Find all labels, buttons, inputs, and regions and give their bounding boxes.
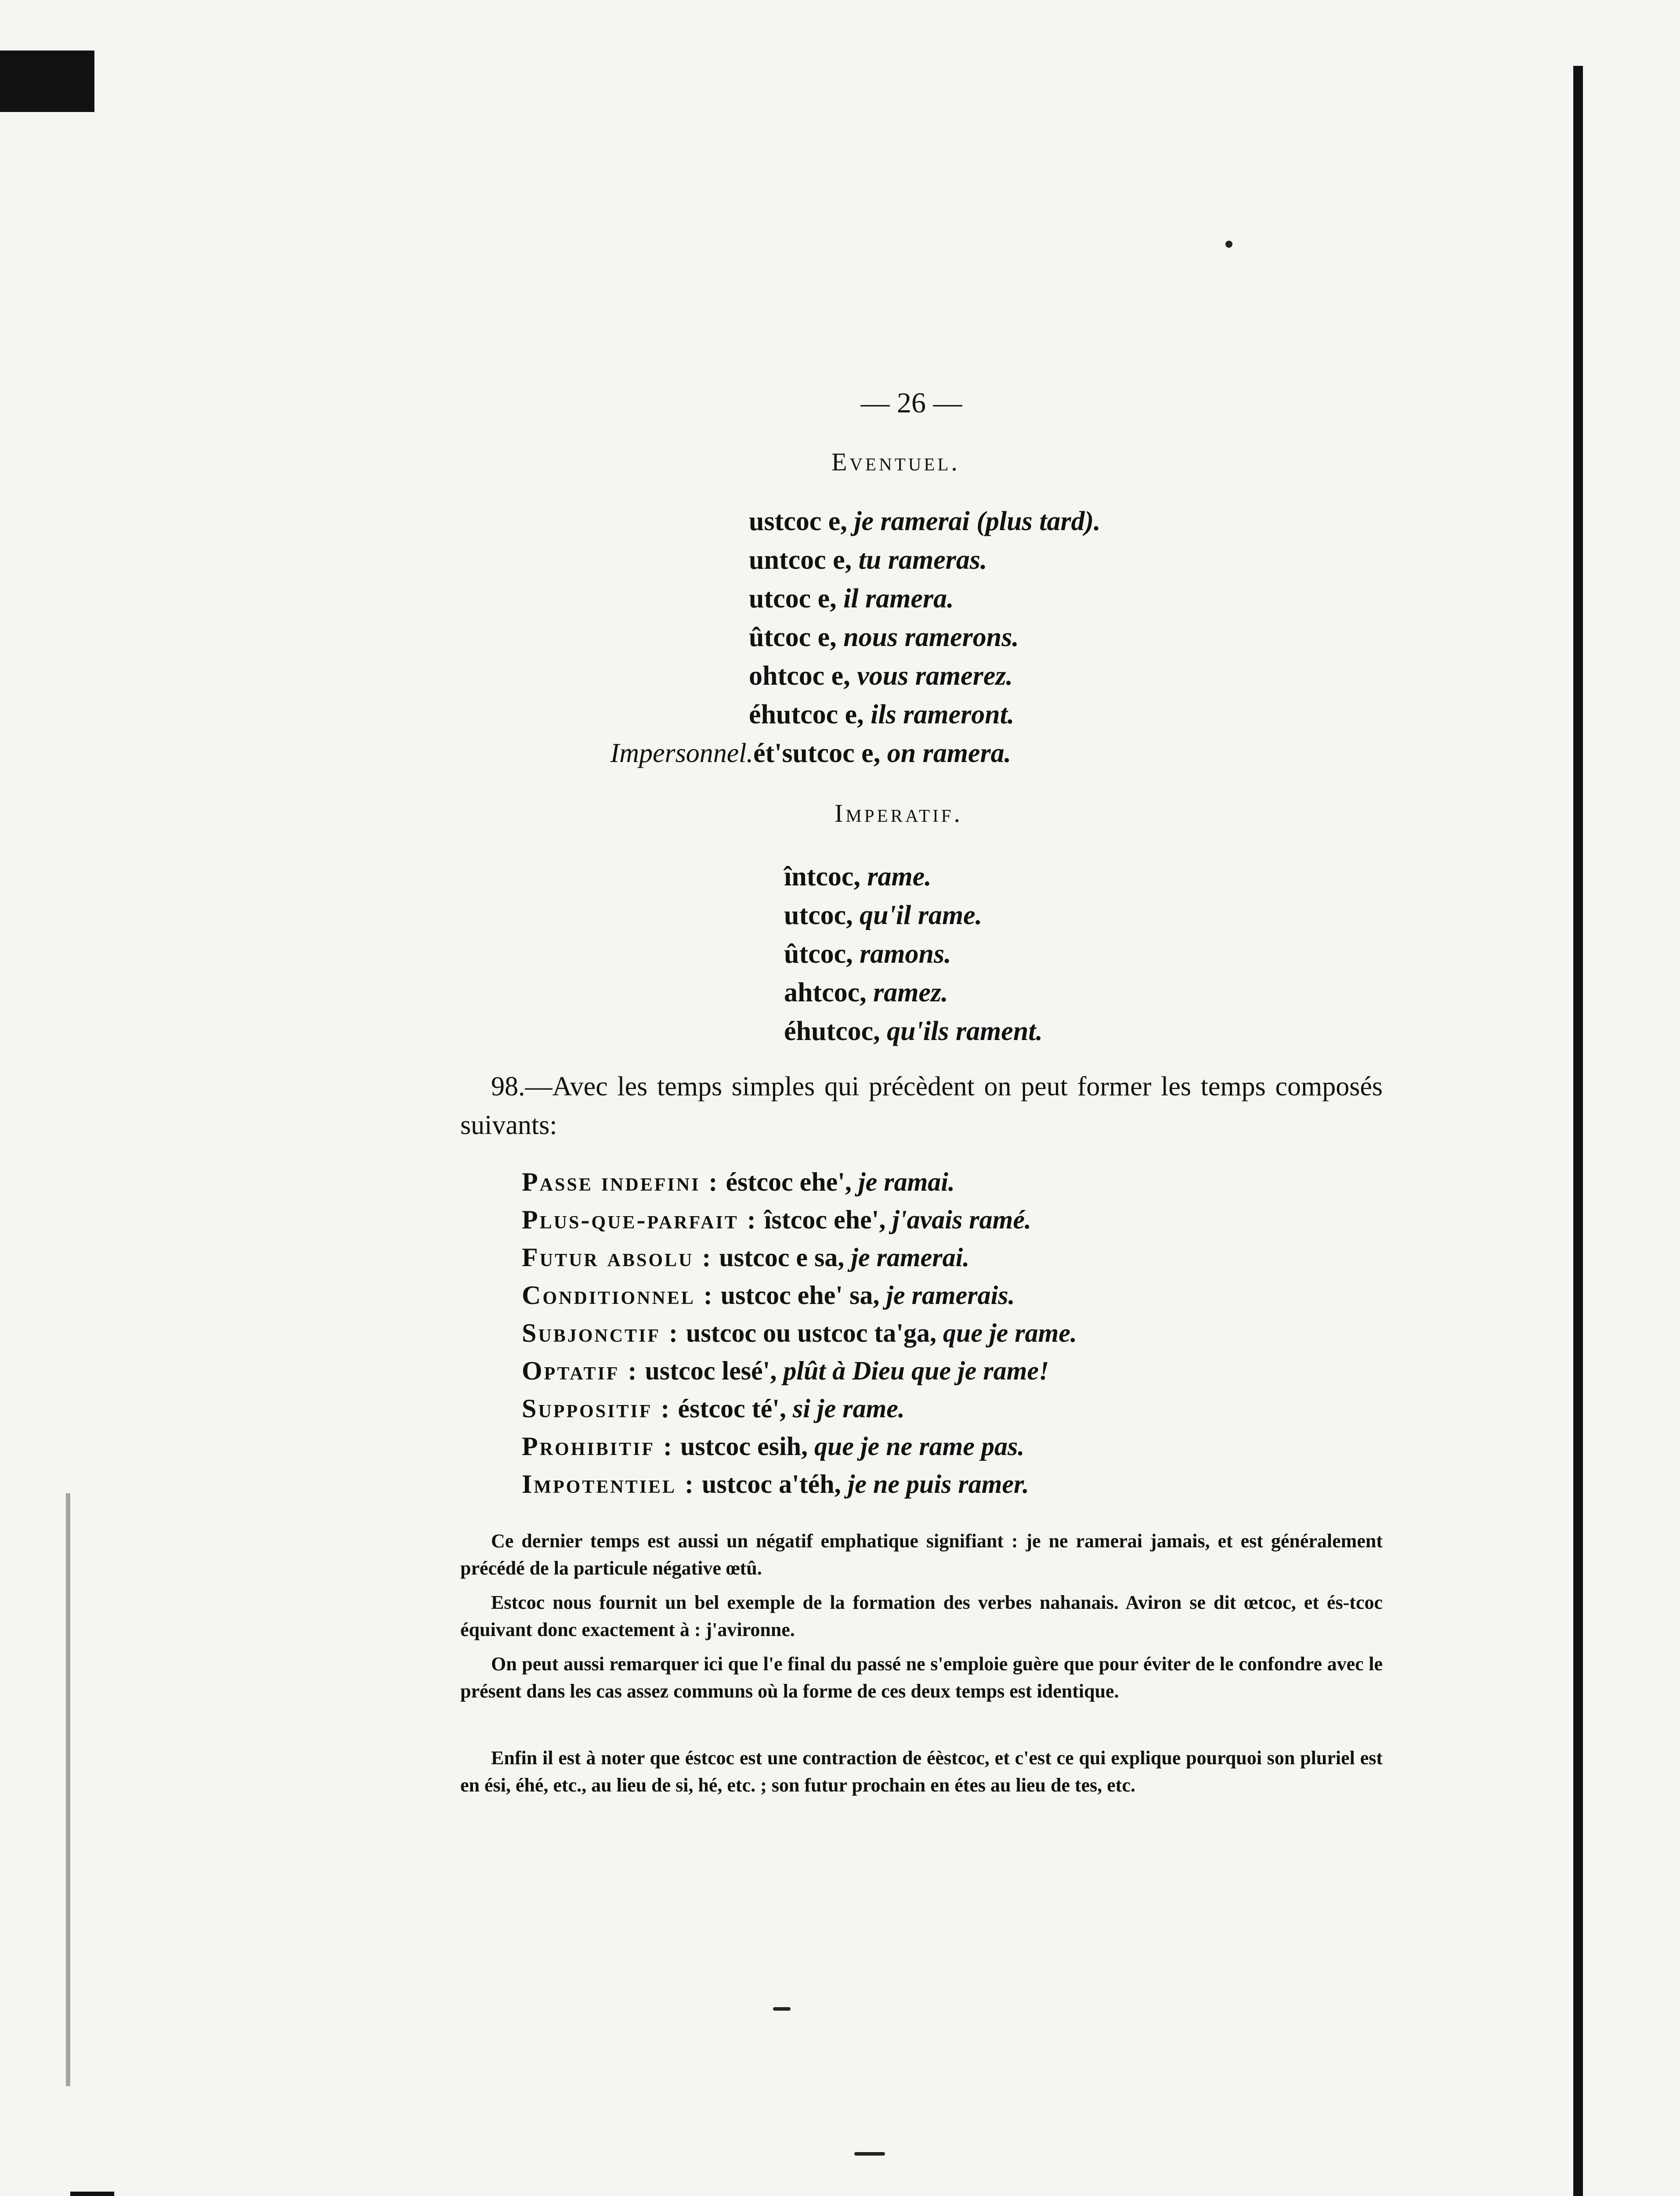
tense-form: ustcoc a'téh,: [702, 1470, 841, 1499]
note-paragraph: [460, 1651, 1383, 1705]
tense-form: ustcoc esih,: [680, 1432, 808, 1461]
native-form: utcoc,: [784, 900, 853, 930]
french-gloss: on ramera.: [887, 738, 1012, 768]
conjugation-line: [749, 618, 1019, 657]
tense-gloss: plût à Dieu que je rame!: [783, 1356, 1049, 1385]
speck: [854, 2152, 885, 2156]
tense-name: Futur absolu :: [522, 1243, 713, 1272]
conjugation-line: [784, 973, 948, 1012]
paragraph-text: 98.—Avec les temps simples qui précèdent on peut former les temps composés suivants:: [460, 1072, 1383, 1140]
native-form: éhutcoc e,: [749, 700, 864, 730]
scan-edge-left-streak: [66, 1493, 70, 2086]
conjugation-line: [749, 579, 954, 618]
conjugation-line: [749, 657, 1013, 695]
conjugation-line: [784, 896, 982, 935]
tense-name: Conditionnel :: [522, 1281, 714, 1310]
tense-name: Suppositif :: [522, 1394, 672, 1423]
tense-row: [522, 1427, 1024, 1465]
note-text: Enfin il est à noter que éstcoc est une contraction de éèstcoc, et c'est ce qui explique pourquoi son pluriel est en ési, éhé, etc., au lieu de si, hé, etc. ; son futur prochain en étes au lieu de tes, etc.: [460, 1747, 1383, 1796]
tense-gloss: que je rame.: [943, 1318, 1077, 1347]
french-gloss: qu'ils rament.: [887, 1016, 1043, 1046]
conjugation-line: [784, 935, 951, 973]
tense-form: ustcoc ehe' sa,: [720, 1281, 880, 1310]
french-gloss: je ramerai (plus tard).: [854, 506, 1101, 536]
native-form: untcoc e,: [749, 545, 852, 575]
tense-gloss: je ramai.: [858, 1167, 955, 1196]
note-text: On peut aussi remarquer ici que l'e final du passé ne s'emploie guère que pour éviter de le confondre avec le présent dans les cas assez communs où la forme de ces deux temps est identique.: [460, 1653, 1383, 1702]
speck: [773, 2007, 791, 2011]
conjugation-line: [784, 1012, 1043, 1051]
note-paragraph: [460, 1589, 1383, 1643]
native-form: ûtcoc,: [784, 939, 853, 969]
tense-name: Optatif :: [522, 1356, 639, 1385]
tense-form: ustcoc lesé',: [645, 1356, 777, 1385]
note-paragraph: [460, 1528, 1383, 1582]
tense-row: [522, 1163, 955, 1201]
tense-gloss: si je rame.: [792, 1394, 905, 1423]
french-gloss: il ramera.: [843, 584, 954, 614]
tense-gloss: je ne puis ramer.: [847, 1470, 1030, 1499]
tense-gloss: je ramerai.: [851, 1243, 970, 1272]
scan-edge-bottom-block: [70, 2192, 114, 2196]
conjugation-line: [749, 541, 987, 579]
speck: [1225, 241, 1232, 248]
conjugation-line: [749, 695, 1014, 734]
tense-name: Impotentiel :: [522, 1470, 696, 1499]
note-paragraph: [460, 1745, 1383, 1799]
tense-row: [522, 1465, 1029, 1503]
french-gloss: ramons.: [860, 939, 951, 969]
tense-gloss: j'avais ramé.: [892, 1205, 1031, 1234]
tense-row: [522, 1390, 905, 1427]
native-form: ét'sutcoc e,: [753, 738, 881, 768]
impersonnel-label: Impersonnel.: [610, 738, 753, 768]
french-gloss: rame.: [867, 862, 932, 892]
tense-form: éstcoc ehe',: [726, 1167, 852, 1196]
tense-row: [522, 1239, 969, 1276]
french-gloss: qu'il rame.: [860, 900, 983, 930]
tense-form: ustcoc e sa,: [719, 1243, 845, 1272]
conjugation-line: [784, 857, 932, 896]
section-title-eventuel: Eventuel.: [831, 448, 960, 476]
french-gloss: nous ramerons.: [843, 622, 1019, 652]
french-gloss: ramez.: [873, 978, 948, 1008]
paragraph-98: [460, 1067, 1383, 1145]
page-number: — 26 —: [860, 387, 962, 419]
section-title-imperatif: Imperatif.: [835, 799, 963, 827]
tense-row: [522, 1314, 1077, 1352]
native-form: éhutcoc,: [784, 1016, 880, 1046]
native-form: întcoc,: [784, 862, 860, 892]
note-text: Estcoc nous fournit un bel exemple de la formation des verbes nahanais. Aviron se dit œtcoc, et és-tcoc équivant donc exactement à : j'avironne.: [460, 1592, 1383, 1640]
tense-name: Plus-que-parfait :: [522, 1205, 758, 1234]
tense-row: [522, 1201, 1031, 1239]
tense-name: Prohibitif :: [522, 1432, 674, 1461]
native-form: ûtcoc e,: [749, 622, 837, 652]
tense-name: Passe indefini :: [522, 1167, 719, 1196]
tense-gloss: je ramerais.: [886, 1281, 1015, 1310]
french-gloss: vous ramerez.: [857, 661, 1013, 691]
conjugation-line: [749, 502, 1101, 541]
native-form: ustcoc e,: [749, 506, 847, 536]
note-text: Ce dernier temps est aussi un négatif emphatique signifiant : je ne ramerai jamais, et est généralement précédé de la particule négative œtû.: [460, 1530, 1383, 1579]
french-gloss: tu rameras.: [858, 545, 987, 575]
scan-edge-top-left: [0, 51, 94, 112]
native-form: ohtcoc e,: [749, 661, 850, 691]
tense-form: ustcoc ou ustcoc ta'ga,: [686, 1318, 936, 1347]
tense-form: îstcoc ehe',: [764, 1205, 886, 1234]
french-gloss: ils rameront.: [871, 700, 1015, 730]
native-form: utcoc e,: [749, 584, 837, 614]
tense-row: [522, 1352, 1049, 1390]
conjugation-line: [753, 734, 1011, 773]
native-form: ahtcoc,: [784, 978, 867, 1008]
tense-gloss: que je ne rame pas.: [814, 1432, 1025, 1461]
tense-form: éstcoc té',: [678, 1394, 786, 1423]
tense-name: Subjonctif :: [522, 1318, 680, 1347]
scan-edge-right: [1573, 66, 1583, 2196]
tense-row: [522, 1276, 1015, 1314]
